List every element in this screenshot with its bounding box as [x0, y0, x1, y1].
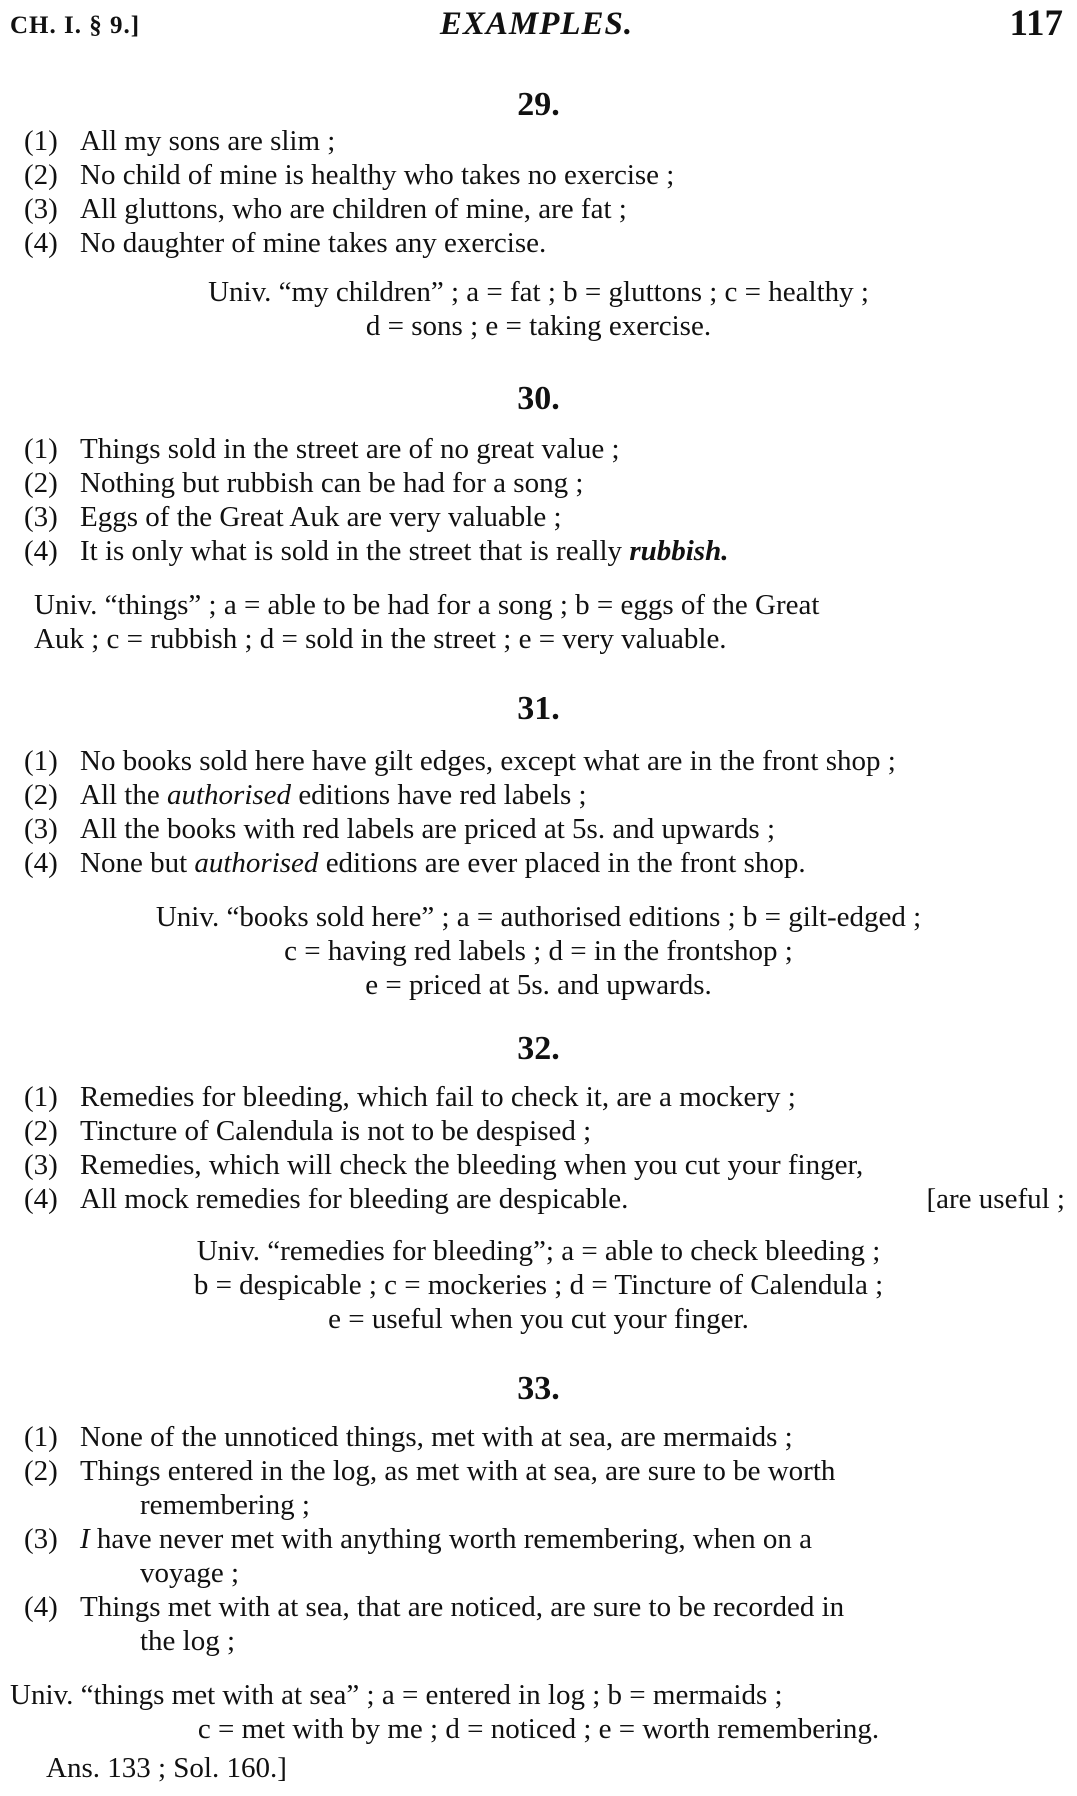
- premise: (3) All the books with red labels are priced at 5s. and upwards ;: [24, 813, 776, 845]
- premise: (4) No daughter of mine takes any exercise.: [24, 227, 547, 259]
- premise: (4) None but authorised editions are ever placed in the front shop.: [24, 847, 806, 879]
- premise: (4) All mock remedies for bleeding are despicable.: [24, 1183, 629, 1215]
- premise: (1) Things sold in the street are of no great value ;: [24, 433, 620, 465]
- premise: (2) No child of mine is healthy who takes no exercise ;: [24, 159, 675, 191]
- premise: (2) Nothing but rubbish can be had for a song ;: [24, 467, 584, 499]
- answer-reference: Ans. 133 ; Sol. 160.]: [46, 1752, 287, 1784]
- universe-definition: Univ. “things” ; a = able to be had for a song ; b = eggs of the Great: [34, 589, 820, 621]
- premise: (3) Eggs of the Great Auk are very valuable ;: [24, 501, 562, 533]
- universe-definition: b = despicable ; c = mockeries ; d = Tincture of Calendula ;: [193, 1269, 884, 1301]
- premise: (3) I have never met with anything worth remembering, when on a: [24, 1523, 813, 1555]
- premise: (2) All the authorised editions have red labels ;: [24, 779, 587, 811]
- universe-definition: Univ. “books sold here” ; a = authorised editions ; b = gilt-edged ;: [155, 901, 922, 933]
- example-number: 32.: [517, 1030, 560, 1067]
- universe-definition: c = having red labels ; d = in the frontshop ;: [284, 935, 793, 967]
- running-title: EXAMPLES.: [439, 6, 634, 42]
- universe-definition: Univ. “things met with at sea” ; a = entered in log ; b = mermaids ;: [10, 1679, 783, 1711]
- premise: (1) All my sons are slim ;: [24, 125, 336, 157]
- premise: (4) Things met with at sea, that are noticed, are sure to be recorded in: [24, 1591, 845, 1623]
- example-number: 31.: [517, 690, 560, 727]
- premise: (3) All gluttons, who are children of mine, are fat ;: [24, 193, 627, 225]
- premise: (4) It is only what is sold in the street that is really rubbish.: [24, 535, 729, 567]
- universe-definition: e = priced at 5s. and upwards.: [365, 969, 712, 1001]
- example-number: 29.: [517, 86, 560, 123]
- chapter-reference: CH. I. § 9.]: [10, 12, 141, 39]
- premise-continuation: voyage ;: [140, 1557, 240, 1589]
- continuation-note: [are useful ;: [926, 1183, 1065, 1215]
- premise-continuation: remembering ;: [140, 1489, 310, 1521]
- example-number: 30.: [517, 380, 560, 417]
- universe-definition: Univ. “remedies for bleeding”; a = able to check bleeding ;: [196, 1235, 881, 1267]
- universe-definition: d = sons ; e = taking exercise.: [365, 310, 712, 342]
- premise: (3) Remedies, which will check the bleeding when you cut your finger,: [24, 1149, 864, 1181]
- premise: (1) None of the unnoticed things, met with at sea, are mermaids ;: [24, 1421, 793, 1453]
- page-number: 117: [1009, 3, 1063, 44]
- premise: (1) No books sold here have gilt edges, except what are in the front shop ;: [24, 745, 896, 777]
- page-header: [10, 4, 1063, 50]
- universe-definition: c = met with by me ; d = noticed ; e = worth remembering.: [197, 1713, 880, 1745]
- example-number: 33.: [517, 1370, 560, 1407]
- premise: (1) Remedies for bleeding, which fail to check it, are a mockery ;: [24, 1081, 796, 1113]
- premise: (2) Tincture of Calendula is not to be despised ;: [24, 1115, 592, 1147]
- universe-definition: e = useful when you cut your finger.: [328, 1303, 749, 1335]
- premise-continuation: the log ;: [140, 1625, 236, 1657]
- universe-definition: Auk ; c = rubbish ; d = sold in the street ; e = very valuable.: [34, 623, 727, 655]
- universe-definition: Univ. “my children” ; a = fat ; b = gluttons ; c = healthy ;: [208, 276, 869, 308]
- premise: (2) Things entered in the log, as met with at sea, are sure to be worth: [24, 1455, 836, 1487]
